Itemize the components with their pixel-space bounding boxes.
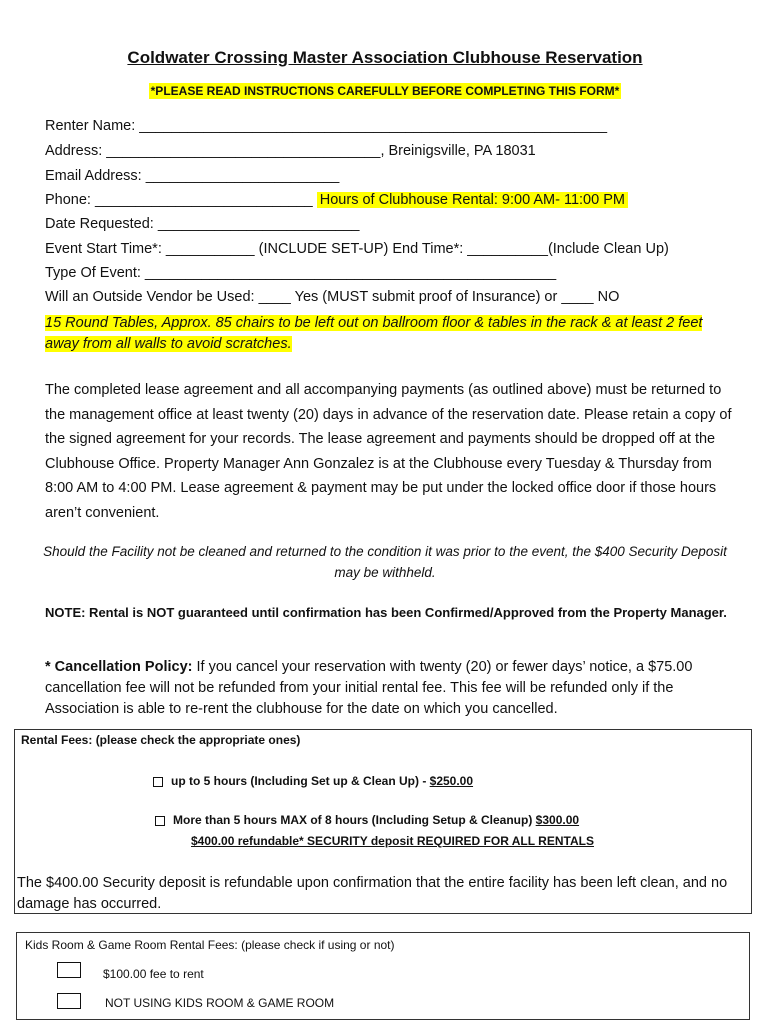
- rental-option-8-hours[interactable]: [155, 813, 579, 827]
- kids-room-rent-label: $100.00 fee to rent: [103, 967, 204, 981]
- address-blank[interactable]: Address: __________________________________: [45, 143, 381, 159]
- kids-room-not-using-label: NOT USING KIDS ROOM & GAME ROOM: [105, 996, 335, 1010]
- kids-room-heading: Kids Room & Game Room Rental Fees: (please check if using or not): [25, 938, 395, 952]
- cancellation-policy: [45, 657, 735, 720]
- kids-room-not-using-checkbox[interactable]: [57, 993, 81, 1009]
- rental-hours: Hours of Clubhouse Rental: 9:00 AM- 11:00 PM: [317, 192, 628, 208]
- security-deposit-required-text: $400.00 refundable* SECURITY deposit REQUIRED FOR ALL RENTALS: [191, 834, 594, 848]
- deposit-refund-note: The $400.00 Security deposit is refundable upon confirmation that the entire facility has been left clean, and no damage has occurred.: [17, 875, 728, 912]
- kids-room-rent-checkbox[interactable]: [57, 962, 81, 978]
- page-title: Coldwater Crossing Master Association Clubhouse Reservation: [127, 48, 643, 67]
- renter-name-field[interactable]: Renter Name: __________________________________________________________: [45, 118, 608, 134]
- rental-option-5-hours[interactable]: [153, 774, 473, 788]
- tables-note-text: 15 Round Tables, Approx. 85 chairs to be left out on ballroom floor & tables in the rack & at least 2 feet away from all walls to avoid scratches.: [45, 315, 703, 352]
- cancellation-label: * Cancellation Policy:: [45, 659, 193, 675]
- date-requested-field[interactable]: Date Requested: _________________________: [45, 216, 360, 232]
- email-field[interactable]: Email Address: ________________________: [45, 168, 340, 184]
- instructions-banner-text: *PLEASE READ INSTRUCTIONS CAREFULLY BEFORE COMPLETING THIS FORM*: [150, 84, 620, 98]
- phone-row: [45, 192, 628, 208]
- rental-option-5-hours-price: $250.00: [429, 774, 474, 788]
- address-city: , Breinigsville, PA 18031: [380, 143, 536, 159]
- tables-note: [45, 313, 725, 355]
- deposit-warning: Should the Facility not be cleaned and returned to the condition it was prior to the event, the $400 Security Deposit may be withheld.: [43, 544, 727, 580]
- vendor-field[interactable]: Will an Outside Vendor be Used: ____ Yes (MUST submit proof of Insurance) or ____ NO: [45, 289, 620, 305]
- rental-fees-heading: Rental Fees: (please check the appropriate ones): [21, 733, 301, 747]
- address-field[interactable]: [45, 143, 536, 159]
- cancellation-text: If you cancel your reservation with twenty (20) or fewer days’ notice, a $75.00 cancellation fee will not be refunded from your initial rental fee. This fee will be refunded only if the Association is able to re-rent the clubhouse for the date on which you cancelled.: [45, 659, 693, 717]
- instructions-paragraph: The completed lease agreement and all accompanying payments (as outlined above) must be returned to the management office at least twenty (20) days in advance of the reservation date. Please retain a copy of the signed agreement for your records. The lease agreement and payments should be dropped off at the Clubhouse Office. Property Manager Ann Gonzalez is at the Clubhouse every Tuesday & Thursday from 8:00 AM to 4:00 PM. Lease agreement & payment may be put under the locked office door if those hours aren’t convenient.: [45, 382, 732, 521]
- rental-fees-box: [14, 729, 752, 914]
- checkbox-icon[interactable]: [153, 777, 163, 787]
- rental-option-5-hours-label: up to 5 hours (Including Set up & Clean Up) -: [171, 774, 430, 788]
- security-deposit-required: [191, 834, 594, 848]
- event-type-field[interactable]: Type Of Event: ___________________________________________________: [45, 265, 557, 281]
- instructions-banner: [0, 82, 770, 100]
- kids-room-box: [16, 932, 750, 1020]
- phone-field[interactable]: Phone: ___________________________: [45, 192, 313, 208]
- confirmation-note: NOTE: Rental is NOT guaranteed until confirmation has been Confirmed/Approved from the Property Manager.: [45, 605, 727, 620]
- rental-option-8-hours-label: More than 5 hours MAX of 8 hours (Including Setup & Cleanup): [173, 813, 536, 827]
- event-times-field[interactable]: Event Start Time*: ___________ (INCLUDE SET-UP) End Time*: __________(Include Clean Up): [45, 241, 669, 257]
- rental-option-8-hours-price: $300.00: [535, 813, 580, 827]
- checkbox-icon[interactable]: [155, 816, 165, 826]
